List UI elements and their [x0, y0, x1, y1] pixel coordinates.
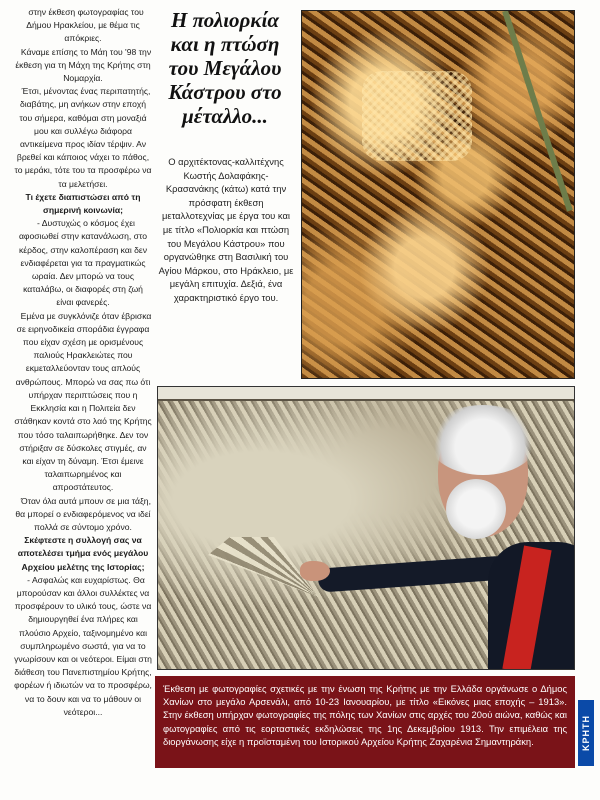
- interview-paragraph: στην έκθεση φωτογραφίας του Δήμου Ηρακλείου, με θέμα τις απόκριες.: [26, 7, 144, 44]
- artist-hand: [300, 561, 330, 581]
- interview-answer: - Ασφαλώς και ευχαρίστως. Θα μπορούσαν και άλλοι συλλέκτες να προσφέρουν το υλικό τους, ώστε να δημιουργηθεί ένα πλήρες και πλούσιο Αρχείο, ταξινομημένο και συμπληρωμένο σωστά, για να το γνωρίσουν και οι νεότεροι. Είμαι στη διάθεση του Πανεπιστημίου Κρήτης, φορέων ή ιδιωτών να το προσφέρω, να το δουν και να το μάθουν οι νεότεροι...: [14, 574, 152, 717]
- artist-arm: [317, 555, 508, 592]
- interview-column: [14, 6, 152, 719]
- section-tab: ΚΡΗΤΗ: [578, 700, 594, 766]
- interview-answer: - Δυστυχώς ο κόσμος έχει αφοσιωθεί στην κατανάλωση, στο κέρδος, στην καλοπέραση και δεν ενδιαφέρεται για τα πραγματικώς ωραία. Δεν μπορώ να τους καταλάβω, οι διαφορές στη ζωή είναι φανερές.: [18, 218, 148, 308]
- article-title: Η πολιορκία και η πτώση του Μεγάλου Κάστρου στο μέταλλο...: [168, 8, 282, 128]
- interview-paragraph: Έτσι, μένοντας ένας περιπατητής, διαβάτης, μη ανήκων στην εποχή του σήμερα, καθόμαι στη μοναξιά μου και συλλέγω διάφορα αντικείμενα προς ιδίαν τέρψιν. Αν βρεθεί και κάποιος νάχει το πάθος, το μεράκι, τότε του τα προσφέρω να τα μελετήσει.: [14, 86, 152, 189]
- interview-paragraph: Κάναμε επίσης το Μάη του '98 την έκθεση για τη Μάχη της Κρήτης στη Νομαρχία.: [15, 46, 152, 84]
- interview-question: Σκέφτεστε η συλλογή σας να αποτελέσει τμήμα ενός μεγάλου Αρχείου μελέτης της Ιστορίας;: [17, 535, 149, 572]
- relief-frame: [158, 387, 574, 401]
- artist-with-relief-photo: [157, 386, 575, 670]
- green-sprig: [502, 10, 573, 212]
- woven-metal-detail: [362, 71, 472, 161]
- news-caption-box: Έκθεση με φωτογραφίες σχετικές με την ένωση της Κρήτης με την Ελλάδα οργάνωσε ο Δήμος Χανίων στο μεγάλο Αρσενάλι, από 10-23 Ιανουαρίου, με τίτλο «Εικόνες μιας εποχής – 1913». Στην έκθεση υπήρχαν φωτογραφίες της πόλης των Χανίων στις αρχές του 20ού αιώνα, καθώς και φωτογραφίες από τις εορταστικές εκδηλώσεις της 1ης Δεκεμβρίου 1913. Την επιμέλεια της διοργάνωσης είχε η προϊσταμένη του Ιστορικού Αρχείου Κρήτης Ζαχαρένια Σημαντηράκη.: [155, 676, 575, 768]
- interview-question: Τι έχετε διαπιστώσει από τη σημερινή κοινωνία;: [25, 191, 141, 216]
- artist-hair: [428, 405, 538, 475]
- interview-paragraph: Εμένα με συγκλόνιζε όταν έβρισκα σε ειρηνοδικεία σποράδια έγγραφα που είχαν σχέση με ορισμένους παλιούς Ηρακλειώτες που εκμεταλλεύονταν τους απλούς ανθρώπους. Μπορώ να σας πω ότι υπήρχαν περιπτώσεις που η Εκκλησία και η Πολιτεία δεν στάθηκαν κοντά στο λαό της Κρήτης που τόσο ταλαιπωρήθηκε. Δεν τον στήριξαν σε δύσκολες στιγμές, αν και είχαν τη δύναμη. Έτσι έμεινε ταλαιπωρημένος και απροστάτευτος.: [14, 310, 152, 493]
- article-intro: Ο αρχιτέκτονας-καλλιτέχνης Κωστής Δολαφάκης-Κρασανάκης (κάτω) κατά την πρόσφατη έκθεση μεταλλοτεχνίας με έργα του και με τίτλο «Πολιορκία και πτώση του Μεγάλου Κάστρου» που οργανώθηκε στη Βασιλική του Αγίου Μάρκου, στο Ηράκλειο, με μεγάλη επιτυχία. Δεξιά, ένα χαρακτηριστικό έργο του.: [158, 156, 294, 303]
- metalwork-artwork-photo: [301, 10, 575, 379]
- interview-paragraph: Όταν όλα αυτά μπουν σε μια τάξη, θα μπορεί ο ενδιαφερόμενος να ιδεί πολλά σε σύντομο χρόνο.: [15, 495, 151, 532]
- artist-beard: [446, 479, 506, 539]
